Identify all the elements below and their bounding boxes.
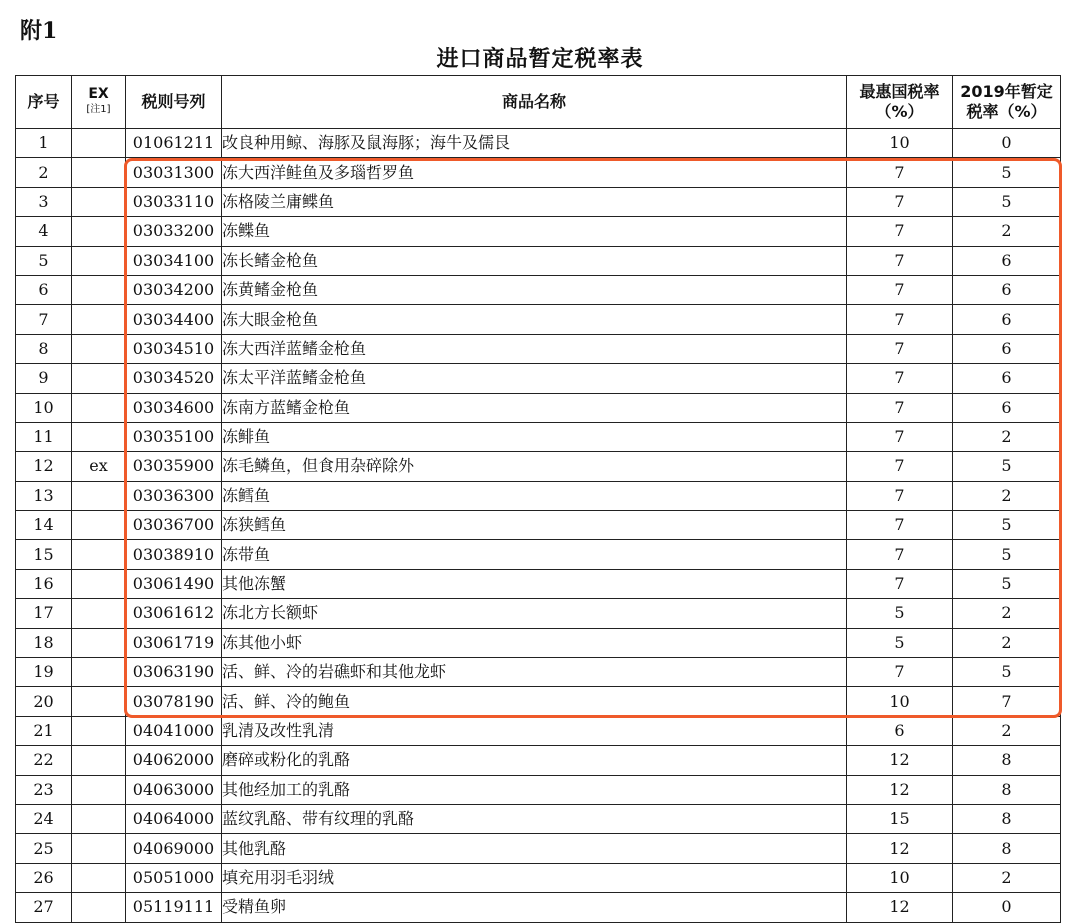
cell-mfn-rate: 10 <box>847 129 953 158</box>
cell-code: 03038910 <box>126 540 222 569</box>
table-row <box>16 305 1061 334</box>
cell-code: 04041000 <box>126 716 222 745</box>
cell-mfn-rate: 7 <box>847 540 953 569</box>
cell-name: 冻毛鳞鱼，但食用杂碎除外 <box>222 452 847 481</box>
cell-mfn-rate: 12 <box>847 775 953 804</box>
table-row <box>16 716 1061 745</box>
cell-name: 冻太平洋蓝鳍金枪鱼 <box>222 364 847 393</box>
table-row <box>16 569 1061 598</box>
cell-provisional-rate: 5 <box>953 187 1061 216</box>
cell-name: 冻大眼金枪鱼 <box>222 305 847 334</box>
cell-code: 03034400 <box>126 305 222 334</box>
header-name: 商品名称 <box>222 76 847 129</box>
cell-code: 03036300 <box>126 481 222 510</box>
table-row <box>16 834 1061 863</box>
cell-name: 冻其他小虾 <box>222 628 847 657</box>
cell-ex <box>72 305 126 334</box>
cell-ex <box>72 187 126 216</box>
cell-provisional-rate: 8 <box>953 775 1061 804</box>
cell-seq: 10 <box>16 393 72 422</box>
cell-name: 冻格陵兰庸鲽鱼 <box>222 187 847 216</box>
cell-name: 活、鲜、冷的岩礁虾和其他龙虾 <box>222 658 847 687</box>
cell-ex <box>72 746 126 775</box>
cell-provisional-rate: 6 <box>953 393 1061 422</box>
cell-provisional-rate: 2 <box>953 481 1061 510</box>
cell-name: 磨碎或粉化的乳酪 <box>222 746 847 775</box>
cell-code: 03061719 <box>126 628 222 657</box>
cell-provisional-rate: 2 <box>953 863 1061 892</box>
cell-mfn-rate: 7 <box>847 511 953 540</box>
cell-mfn-rate: 12 <box>847 834 953 863</box>
cell-ex: ex <box>72 452 126 481</box>
cell-mfn-rate: 15 <box>847 804 953 833</box>
table-title: 进口商品暂定税率表 <box>436 46 644 72</box>
cell-provisional-rate: 2 <box>953 599 1061 628</box>
cell-seq: 6 <box>16 275 72 304</box>
table-header-row <box>16 76 1061 129</box>
header-provisional-rate: 2019年暂定税率（%） <box>953 76 1061 129</box>
cell-seq: 27 <box>16 893 72 922</box>
cell-code: 05051000 <box>126 863 222 892</box>
table-row <box>16 364 1061 393</box>
cell-name: 冻南方蓝鳍金枪鱼 <box>222 393 847 422</box>
cell-name: 乳清及改性乳清 <box>222 716 847 745</box>
cell-code: 03034600 <box>126 393 222 422</box>
cell-name: 活、鲜、冷的鲍鱼 <box>222 687 847 716</box>
cell-name: 冻大西洋鲑鱼及多瑙哲罗鱼 <box>222 158 847 187</box>
cell-code: 01061211 <box>126 129 222 158</box>
table-row <box>16 687 1061 716</box>
cell-name: 填充用羽毛羽绒 <box>222 863 847 892</box>
header-seq: 序号 <box>16 76 72 129</box>
table-row <box>16 893 1061 922</box>
cell-code: 04063000 <box>126 775 222 804</box>
cell-seq: 4 <box>16 217 72 246</box>
cell-provisional-rate: 8 <box>953 834 1061 863</box>
cell-provisional-rate: 6 <box>953 305 1061 334</box>
cell-provisional-rate: 8 <box>953 804 1061 833</box>
cell-seq: 12 <box>16 452 72 481</box>
cell-mfn-rate: 7 <box>847 217 953 246</box>
cell-name: 冻带鱼 <box>222 540 847 569</box>
cell-mfn-rate: 12 <box>847 893 953 922</box>
cell-provisional-rate: 5 <box>953 540 1061 569</box>
cell-mfn-rate: 7 <box>847 275 953 304</box>
cell-seq: 25 <box>16 834 72 863</box>
header-code: 税则号列 <box>126 76 222 129</box>
cell-ex <box>72 628 126 657</box>
cell-name: 其他冻蟹 <box>222 569 847 598</box>
cell-provisional-rate: 2 <box>953 628 1061 657</box>
table-row <box>16 746 1061 775</box>
cell-ex <box>72 246 126 275</box>
cell-code: 04064000 <box>126 804 222 833</box>
cell-seq: 26 <box>16 863 72 892</box>
cell-name: 冻鲱鱼 <box>222 422 847 451</box>
cell-name: 冻黄鳍金枪鱼 <box>222 275 847 304</box>
cell-mfn-rate: 7 <box>847 658 953 687</box>
cell-mfn-rate: 7 <box>847 158 953 187</box>
table-row <box>16 628 1061 657</box>
cell-code: 04062000 <box>126 746 222 775</box>
cell-mfn-rate: 5 <box>847 628 953 657</box>
cell-code: 03034520 <box>126 364 222 393</box>
cell-name: 冻大西洋蓝鳍金枪鱼 <box>222 334 847 363</box>
cell-name: 冻鳕鱼 <box>222 481 847 510</box>
table-row <box>16 481 1061 510</box>
table-row <box>16 540 1061 569</box>
cell-provisional-rate: 5 <box>953 658 1061 687</box>
cell-seq: 3 <box>16 187 72 216</box>
cell-code: 03063190 <box>126 658 222 687</box>
cell-ex <box>72 334 126 363</box>
cell-mfn-rate: 7 <box>847 187 953 216</box>
cell-name: 改良种用鲸、海豚及鼠海豚；海牛及儒艮 <box>222 129 847 158</box>
cell-provisional-rate: 6 <box>953 246 1061 275</box>
table-row <box>16 775 1061 804</box>
cell-provisional-rate: 2 <box>953 422 1061 451</box>
cell-provisional-rate: 6 <box>953 275 1061 304</box>
table-row <box>16 158 1061 187</box>
cell-ex <box>72 511 126 540</box>
cell-provisional-rate: 5 <box>953 158 1061 187</box>
cell-seq: 7 <box>16 305 72 334</box>
cell-seq: 18 <box>16 628 72 657</box>
cell-seq: 5 <box>16 246 72 275</box>
cell-ex <box>72 863 126 892</box>
cell-code: 03078190 <box>126 687 222 716</box>
cell-code: 03035900 <box>126 452 222 481</box>
table-row <box>16 275 1061 304</box>
table-row <box>16 393 1061 422</box>
cell-code: 03061612 <box>126 599 222 628</box>
cell-mfn-rate: 10 <box>847 863 953 892</box>
cell-code: 03033200 <box>126 217 222 246</box>
cell-ex <box>72 422 126 451</box>
cell-seq: 20 <box>16 687 72 716</box>
table-row <box>16 804 1061 833</box>
table-row <box>16 511 1061 540</box>
cell-mfn-rate: 5 <box>847 599 953 628</box>
cell-seq: 23 <box>16 775 72 804</box>
table-row <box>16 217 1061 246</box>
cell-code: 03034100 <box>126 246 222 275</box>
cell-mfn-rate: 6 <box>847 716 953 745</box>
cell-ex <box>72 658 126 687</box>
cell-seq: 19 <box>16 658 72 687</box>
cell-seq: 21 <box>16 716 72 745</box>
appendix-label: 附1 <box>20 18 58 44</box>
cell-provisional-rate: 6 <box>953 364 1061 393</box>
cell-mfn-rate: 7 <box>847 481 953 510</box>
table-row <box>16 658 1061 687</box>
cell-provisional-rate: 2 <box>953 716 1061 745</box>
cell-ex <box>72 481 126 510</box>
cell-ex <box>72 540 126 569</box>
cell-code: 03034510 <box>126 334 222 363</box>
cell-provisional-rate: 7 <box>953 687 1061 716</box>
cell-seq: 16 <box>16 569 72 598</box>
table-row <box>16 863 1061 892</box>
cell-seq: 13 <box>16 481 72 510</box>
table-row <box>16 452 1061 481</box>
header-ex-note: [注1] <box>86 104 111 115</box>
tariff-table <box>15 75 1061 923</box>
cell-name: 冻狭鳕鱼 <box>222 511 847 540</box>
cell-name: 受精鱼卵 <box>222 893 847 922</box>
cell-code: 05119111 <box>126 893 222 922</box>
cell-seq: 9 <box>16 364 72 393</box>
cell-mfn-rate: 7 <box>847 305 953 334</box>
cell-code: 03035100 <box>126 422 222 451</box>
cell-provisional-rate: 5 <box>953 569 1061 598</box>
cell-provisional-rate: 0 <box>953 893 1061 922</box>
cell-provisional-rate: 8 <box>953 746 1061 775</box>
cell-seq: 24 <box>16 804 72 833</box>
cell-name: 冻长鳍金枪鱼 <box>222 246 847 275</box>
table-row <box>16 246 1061 275</box>
cell-provisional-rate: 6 <box>953 334 1061 363</box>
cell-name: 其他经加工的乳酪 <box>222 775 847 804</box>
cell-mfn-rate: 7 <box>847 246 953 275</box>
cell-provisional-rate: 5 <box>953 452 1061 481</box>
cell-provisional-rate: 5 <box>953 511 1061 540</box>
cell-mfn-rate: 7 <box>847 422 953 451</box>
cell-seq: 15 <box>16 540 72 569</box>
header-ex <box>72 76 126 129</box>
cell-name: 冻北方长额虾 <box>222 599 847 628</box>
cell-mfn-rate: 10 <box>847 687 953 716</box>
cell-ex <box>72 158 126 187</box>
cell-name: 蓝纹乳酪、带有纹理的乳酪 <box>222 804 847 833</box>
cell-ex <box>72 129 126 158</box>
cell-mfn-rate: 7 <box>847 569 953 598</box>
cell-code: 03061490 <box>126 569 222 598</box>
table-row <box>16 187 1061 216</box>
cell-ex <box>72 834 126 863</box>
cell-mfn-rate: 7 <box>847 393 953 422</box>
cell-mfn-rate: 7 <box>847 452 953 481</box>
cell-mfn-rate: 12 <box>847 746 953 775</box>
cell-ex <box>72 217 126 246</box>
cell-ex <box>72 687 126 716</box>
cell-ex <box>72 364 126 393</box>
header-ex-label: EX <box>88 86 109 102</box>
cell-ex <box>72 716 126 745</box>
cell-seq: 1 <box>16 129 72 158</box>
cell-ex <box>72 804 126 833</box>
cell-seq: 11 <box>16 422 72 451</box>
table-row <box>16 129 1061 158</box>
table-row <box>16 334 1061 363</box>
cell-ex <box>72 569 126 598</box>
cell-ex <box>72 775 126 804</box>
cell-provisional-rate: 2 <box>953 217 1061 246</box>
table-row <box>16 422 1061 451</box>
cell-mfn-rate: 7 <box>847 364 953 393</box>
cell-seq: 14 <box>16 511 72 540</box>
cell-ex <box>72 393 126 422</box>
cell-name: 其他乳酪 <box>222 834 847 863</box>
header-mfn-rate: 最惠国税率（%） <box>847 76 953 129</box>
cell-name: 冻鲽鱼 <box>222 217 847 246</box>
cell-seq: 17 <box>16 599 72 628</box>
cell-code: 03031300 <box>126 158 222 187</box>
cell-seq: 2 <box>16 158 72 187</box>
cell-mfn-rate: 7 <box>847 334 953 363</box>
cell-code: 04069000 <box>126 834 222 863</box>
cell-code: 03034200 <box>126 275 222 304</box>
table-row <box>16 599 1061 628</box>
cell-seq: 8 <box>16 334 72 363</box>
cell-ex <box>72 599 126 628</box>
cell-code: 03036700 <box>126 511 222 540</box>
cell-provisional-rate: 0 <box>953 129 1061 158</box>
cell-ex <box>72 893 126 922</box>
cell-seq: 22 <box>16 746 72 775</box>
cell-code: 03033110 <box>126 187 222 216</box>
cell-ex <box>72 275 126 304</box>
